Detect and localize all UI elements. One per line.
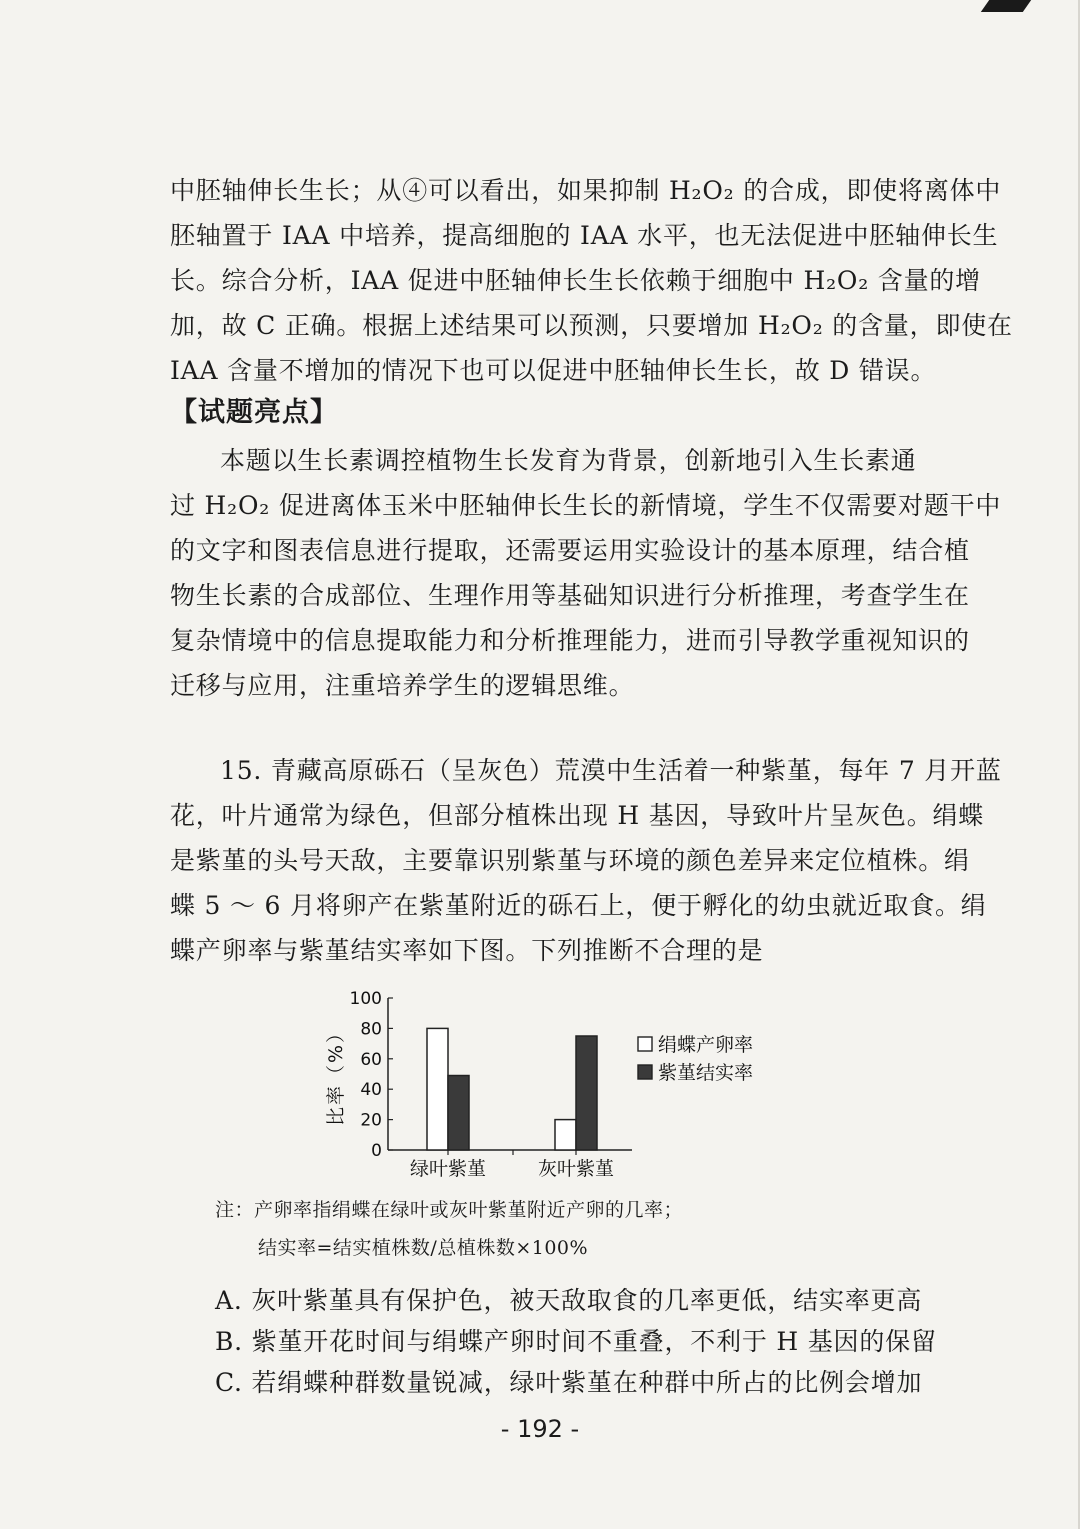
bar-1-1 [576,1036,597,1150]
legend-label: 紫堇结实率 [658,1062,754,1084]
section-heading: 【试题亮点】 [170,397,338,428]
text-line: 的文字和图表信息进行提取，还需要运用实验设计的基本原理，结合植 [170,536,970,565]
chart-svg [320,982,780,1182]
highlight-paragraph [170,438,1002,708]
corner-mark [981,0,1031,12]
text-line: 长。综合分析，IAA 促进中胚轴伸长生长依赖于细胞中 H₂O₂ 含量的增 [170,266,981,295]
text-line: 是紫堇的头号天敌，主要靠识别紫堇与环境的颜色差异来定位植株。绢 [170,846,970,875]
legend-label: 绢蝶产卵率 [658,1034,754,1056]
text-line: 花，叶片通常为绿色，但部分植株出现 H 基因，导致叶片呈灰色。绢蝶 [170,801,985,830]
text-line: 物生长素的合成部位、生理作用等基础知识进行分析推理，考查学生在 [170,581,970,610]
text-line: 迁移与应用，注重培养学生的逻辑思维。 [170,671,635,700]
y-tick-label: 0 [371,1141,382,1161]
y-tick-label: 40 [360,1080,382,1101]
legend-swatch [638,1037,652,1051]
option-c: C. 若绢蝶种群数量锐减，绿叶紫堇在种群中所占的比例会增加 [215,1368,923,1397]
answer-options [215,1280,937,1403]
y-tick-label: 80 [360,1019,382,1040]
option-a: A. 灰叶紫堇具有保护色，被天敌取食的几率更低，结实率更高 [215,1286,923,1315]
text-line: IAA 含量不增加的情况下也可以促进中胚轴伸长生长，故 D 错误。 [170,356,937,385]
y-axis-label: 比率（%） [325,1021,347,1127]
text-line: 胚轴置于 IAA 中培养，提高细胞的 IAA 水平，也无法促进中胚轴伸长生 [170,221,999,250]
chart-note-line-1: 注：产卵率指绢蝶在绿叶或灰叶紫堇附近产卵的几率； [215,1199,684,1221]
text-line: 过 H₂O₂ 促进离体玉米中胚轴伸长生长的新情境，学生不仅需要对题干中 [170,491,1002,520]
legend-swatch [638,1065,652,1079]
y-tick-label: 100 [349,989,382,1009]
bar-0-1 [448,1076,469,1150]
y-tick-label: 60 [360,1049,382,1070]
x-tick-label: 绿叶紫堇 [409,1158,487,1180]
page-number: - 192 - [500,1415,580,1443]
text-line: 蝶 5 ～ 6 月将卵产在紫堇附近的砾石上，便于孵化的幼虫就近取食。绢 [170,891,987,920]
bar-1-0 [555,1120,576,1150]
option-b: B. 紫堇开花时间与绢蝶产卵时间不重叠，不利于 H 基因的保留 [215,1327,937,1356]
text-line: 15. 青藏高原砾石（呈灰色）荒漠中生活着一种紫堇，每年 7 月开蓝 [220,756,1002,785]
bar-0-0 [427,1028,448,1150]
text-line: 蝶产卵率与紫堇结实率如下图。下列推断不合理的是 [170,936,764,965]
x-tick-label: 灰叶紫堇 [537,1158,615,1180]
bar-chart [320,982,780,1182]
analysis-paragraph [170,168,1013,393]
text-line: 中胚轴伸长生长；从④可以看出，如果抑制 H₂O₂ 的合成，即使将离体中 [170,176,1002,205]
y-tick-label: 20 [360,1110,382,1131]
question-15-stem [170,748,1002,973]
text-line: 本题以生长素调控植物生长发育为背景，创新地引入生长素通 [220,446,917,475]
chart-note-line-2: 结实率=结实植株数/总植株数×100% [258,1237,589,1259]
text-line: 加，故 C 正确。根据上述结果可以预测，只要增加 H₂O₂ 的含量，即使在 [170,311,1013,340]
text-line: 复杂情境中的信息提取能力和分析推理能力，进而引导教学重视知识的 [170,626,970,655]
